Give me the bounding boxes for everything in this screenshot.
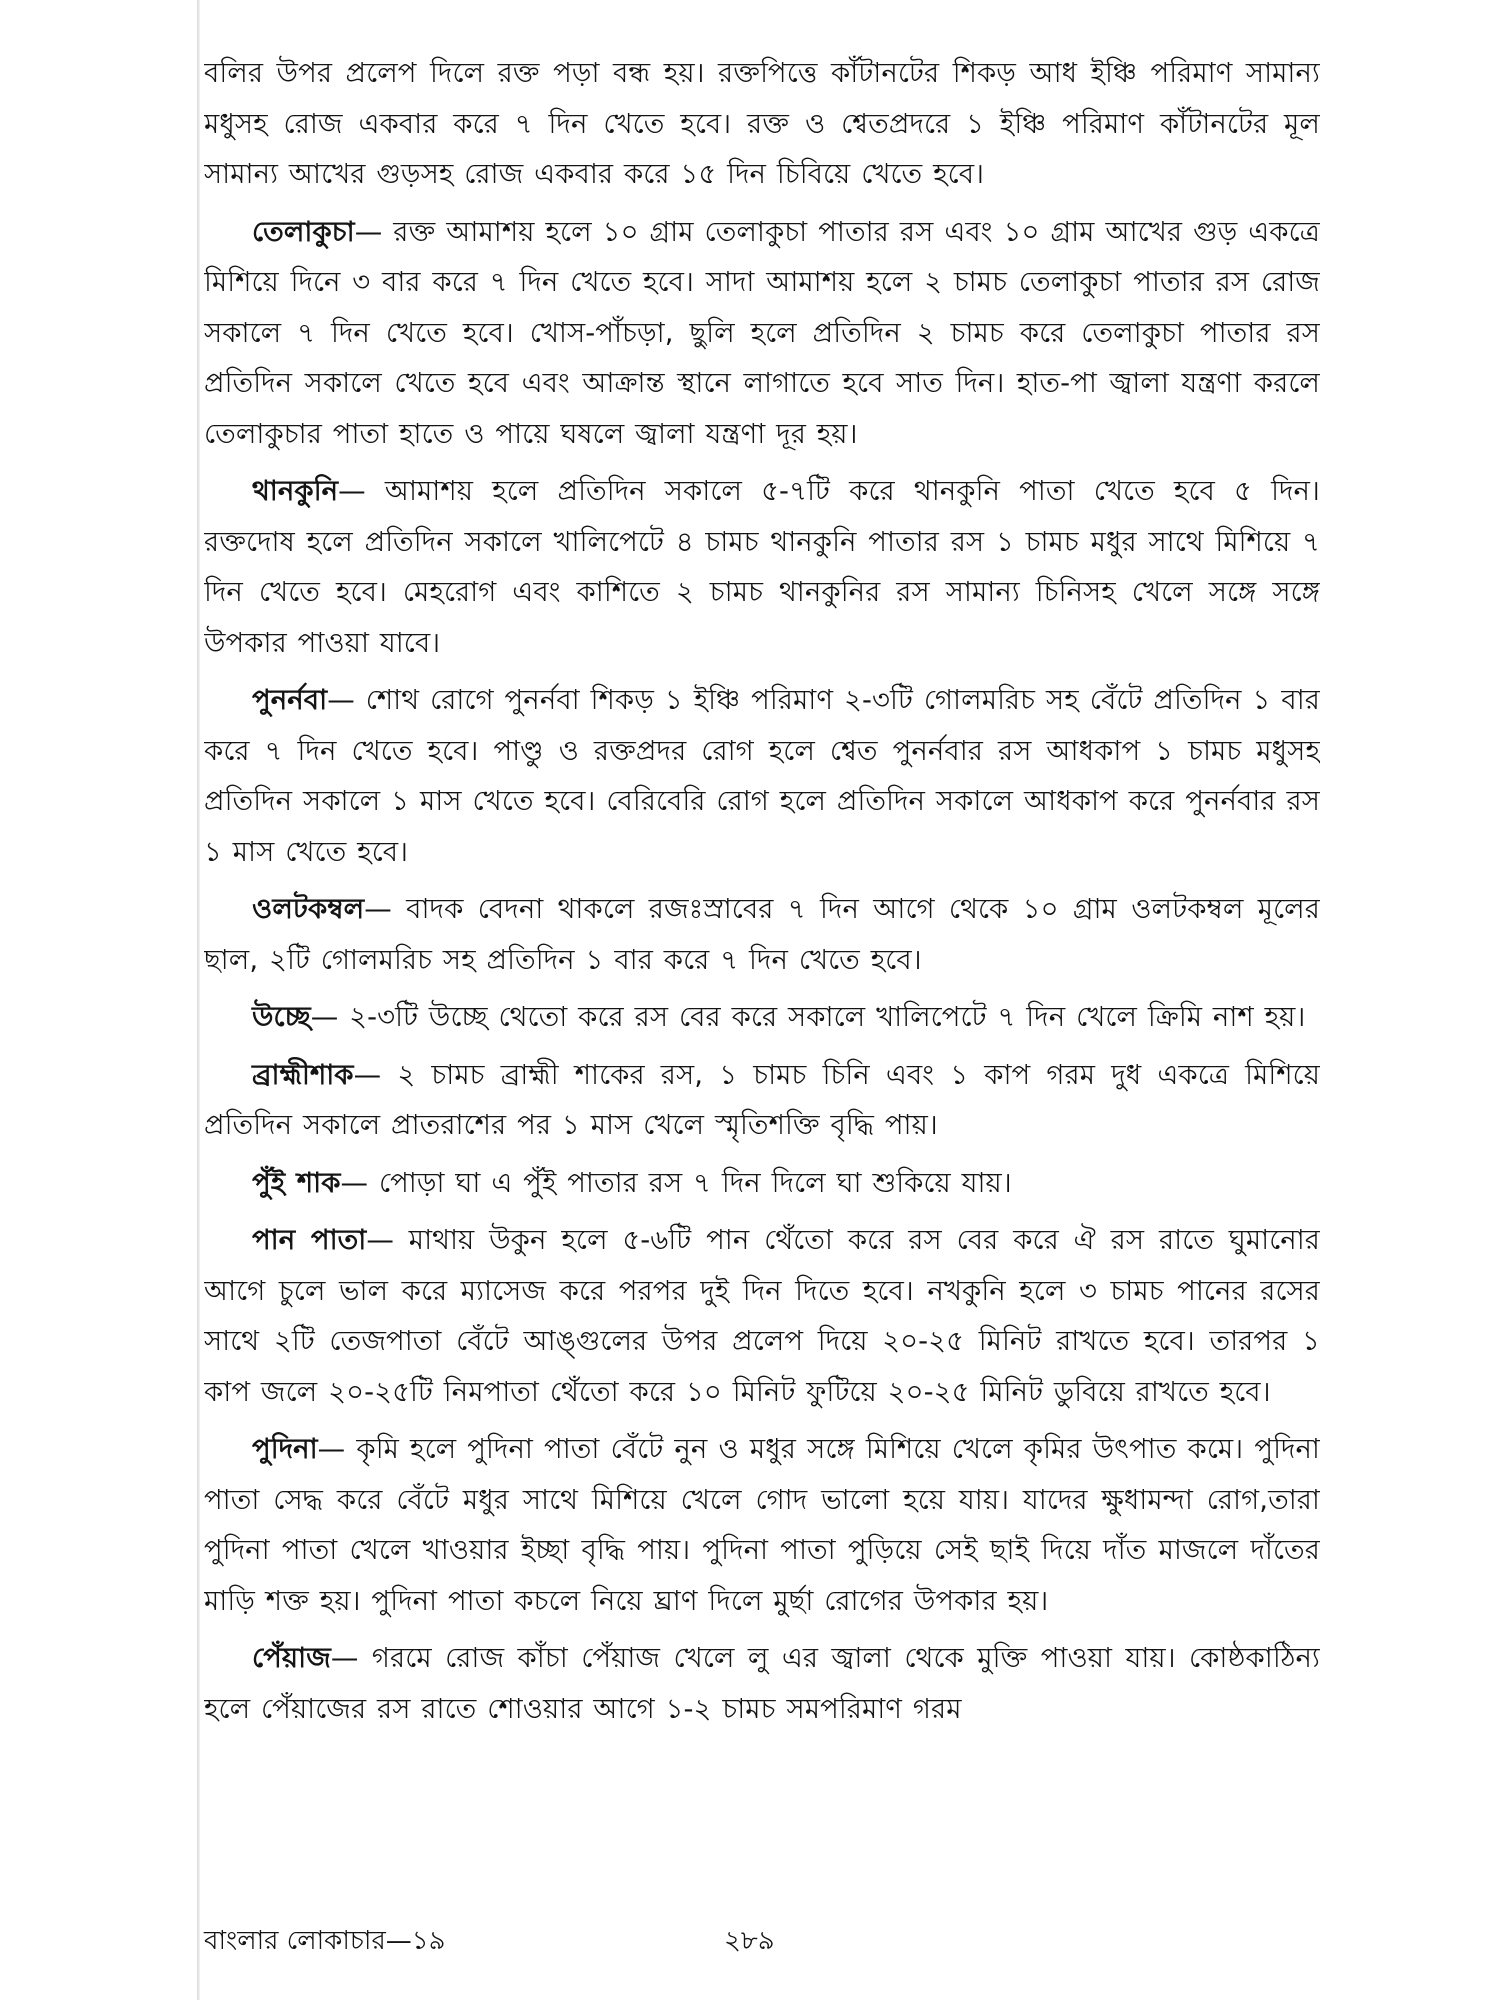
page-number: ২৮৯ — [724, 1926, 775, 1956]
paragraph-pudina — [204, 1424, 1320, 1626]
paragraph-panpata — [204, 1215, 1320, 1417]
paragraph-puishak — [204, 1158, 1320, 1209]
paragraph-text: বলির উপর প্রলেপ দিলে রক্ত পড়া বন্ধ হয়। রক্তপিত্তে কাঁটানটের শিকড় আধ ইঞ্চি পরিমাণ সামান্য মধুসহ রোজ একবার করে ৭ দিন খেতে হবে। রক্ত ও শ্বেতপ্রদরে ১ ইঞ্চি পরিমাণ কাঁটানটের মূল সামান্য আখের গুড়সহ রোজ একবার করে ১৫ দিন চিবিয়ে খেতে হবে। — [204, 57, 1320, 190]
paragraph-text: — রক্ত আমাশয় হলে ১০ গ্রাম তেলাকুচা পাতার রস এবং ১০ গ্রাম আখের গুড় একত্রে মিশিয়ে দিনে ৩ বার করে ৭ দিন খেতে হবে। সাদা আমাশয় হলে ২ চামচ তেলাকুচা পাতার রস রোজ সকালে ৭ দিন খেতে হবে। খোস-পাঁচড়া, ছুলি হলে প্রতিদিন ২ চামচ করে তেলাকুচা পাতার রস প্রতিদিন সকালে খেতে হবে এবং আক্রান্ত স্থানে লাগাতে হবে সাত দিন। হাত-পা জ্বালা যন্ত্রণা করলে তেলাকুচার পাতা হাতে ও পায়ে ঘষলে জ্বালা যন্ত্রণা দূর হয়। — [204, 215, 1320, 450]
paragraph-thankuni — [204, 466, 1320, 668]
term-heading: তেলাকুচা — [252, 215, 355, 248]
paragraph-text: — কৃমি হলে পুদিনা পাতা বেঁটে নুন ও মধুর সঙ্গে মিশিয়ে খেলে কৃমির উৎপাত কমে। পুদিনা পাতা সেদ্ধ করে বেঁটে মধুর সাথে মিশিয়ে খেলে গোদ ভালো হয়ে যায়। যাদের ক্ষুধামন্দা রোগ,তারা পুদিনা পাতা খেলে খাওয়ার ইচ্ছা বৃদ্ধি পায়। পুদিনা পাতা পুড়িয়ে সেই ছাই দিয়ে দাঁত মাজলে দাঁতের মাড়ি শক্ত হয়। পুদিনা পাতা কচলে নিয়ে ঘ্রাণ দিলে মুর্ছা রোগের উপকার হয়। — [204, 1433, 1320, 1617]
footer-book-title: বাংলার লোকাচার—১৯ — [204, 1926, 446, 1956]
term-heading: থানকুনি — [252, 475, 339, 507]
term-heading: পুঁই শাক — [252, 1166, 341, 1199]
paragraph-text: — গরমে রোজ কাঁচা পেঁয়াজ খেলে লু এর জ্বালা থেকে মুক্তি পাওয়া যায়। কোষ্ঠকাঠিন্য হলে পেঁয়াজের রস রাতে শোওয়ার আগে ১-২ চামচ সমপরিমাণ গরম — [204, 1642, 1320, 1725]
paragraph-text: — পোড়া ঘা এ পুঁই পাতার রস ৭ দিন দিলে ঘা শুকিয়ে যায়। — [340, 1166, 1012, 1199]
term-heading: পুদিনা — [252, 1433, 318, 1465]
term-heading: পান পাতা — [252, 1224, 367, 1256]
paragraph-olatkambal — [204, 884, 1320, 985]
paragraph-brahmishak — [204, 1050, 1320, 1151]
paragraph-text: — ২ চামচ ব্রাহ্মী শাকের রস, ১ চামচ চিনি এবং ১ কাপ গরম দুধ একত্রে মিশিয়ে প্রতিদিন সকালে প্রাতরাশের পর ১ মাস খেলে স্মৃতিশক্তি বৃদ্ধি পায়। — [204, 1058, 1320, 1141]
paragraph-text: — আমাশয় হলে প্রতিদিন সকালে ৫-৭টি করে থানকুনি পাতা খেতে হবে ৫ দিন। রক্তদোষ হলে প্রতিদিন সকালে খালিপেটে ৪ চামচ থানকুনি পাতার রস ১ চামচ মধুর সাথে মিশিয়ে ৭ দিন খেতে হবে। মেহরোগ এবং কাশিতে ২ চামচ থানকুনির রস সামান্য চিনিসহ খেলে সঙ্গে সঙ্গে উপকার পাওয়া যাবে। — [204, 475, 1320, 659]
term-heading: পেঁয়াজ — [252, 1642, 331, 1674]
paragraph-uchhe — [204, 992, 1320, 1043]
paragraph-continuation — [204, 48, 1320, 200]
paragraph-peyaj — [204, 1633, 1320, 1734]
term-heading: পুনর্নবা — [252, 684, 328, 716]
paragraph-text: — বাদক বেদনা থাকলে রজঃস্রাবের ৭ দিন আগে থেকে ১০ গ্রাম ওলটকম্বল মূলের ছাল, ২টি গোলমরিচ সহ প্রতিদিন ১ বার করে ৭ দিন খেতে হবে। — [204, 893, 1320, 976]
scan-edge — [197, 0, 200, 2000]
page-body — [204, 48, 1320, 1908]
page-footer — [204, 1920, 1320, 1960]
term-heading: ওলটকম্বল — [252, 893, 365, 925]
term-heading: উচ্ছে — [252, 1001, 311, 1033]
paragraph-telakucha — [204, 207, 1320, 460]
paragraph-text: — ২-৩টি উচ্ছে থেতো করে রস বের করে সকালে খালিপেটে ৭ দিন খেলে ক্রিমি নাশ হয়। — [310, 1001, 1306, 1033]
paragraph-text: — মাথায় উকুন হলে ৫-৬টি পান থেঁতো করে রস বের করে ঐ রস রাতে ঘুমানোর আগে চুলে ভাল করে ম্যাসেজ করে পরপর দুই দিন দিতে হবে। নখকুনি হলে ৩ চামচ পানের রসের সাথে ২টি তেজপাতা বেঁটে আঙ্গুলের উপর প্রলেপ দিয়ে ২০-২৫ মিনিট রাখতে হবে। তারপর ১ কাপ জলে ২০-২৫টি নিমপাতা থেঁতো করে ১০ মিনিট ফুটিয়ে ২০-২৫ মিনিট ডুবিয়ে রাখতে হবে। — [204, 1224, 1320, 1408]
paragraph-punarnaba — [204, 675, 1320, 877]
paragraph-text: — শোথ রোগে পুনর্নবা শিকড় ১ ইঞ্চি পরিমাণ ২-৩টি গোলমরিচ সহ বেঁটে প্রতিদিন ১ বার করে ৭ দিন খেতে হবে। পাণ্ডু ও রক্তপ্রদর রোগ হলে শ্বেত পুনর্নবার রস আধকাপ ১ চামচ মধুসহ প্রতিদিন সকালে ১ মাস খেতে হবে। বেরিবেরি রোগ হলে প্রতিদিন সকালে আধকাপ করে পুনর্নবার রস ১ মাস খেতে হবে। — [204, 684, 1320, 868]
term-heading: ব্রাহ্মীশাক — [252, 1058, 354, 1091]
